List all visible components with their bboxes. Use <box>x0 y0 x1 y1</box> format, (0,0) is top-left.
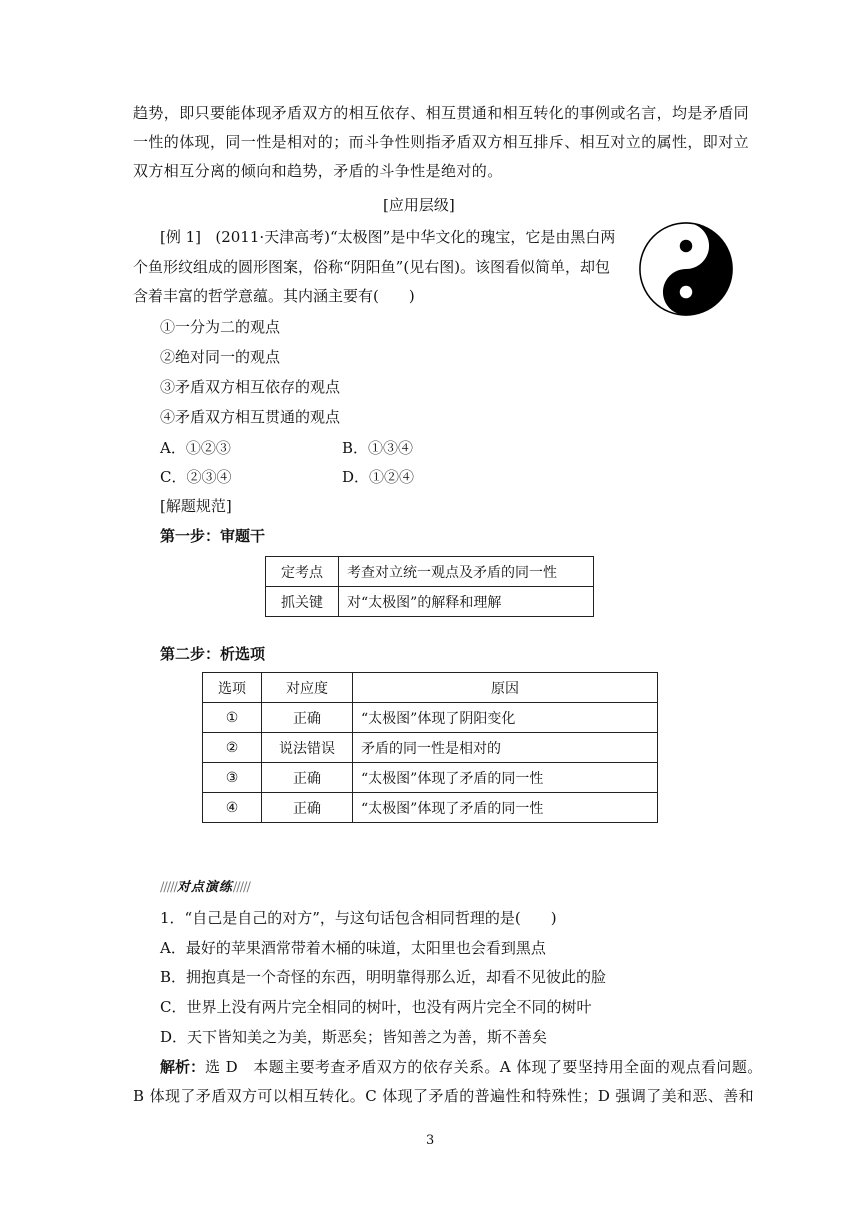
example-first-line <box>160 226 615 248</box>
banner-hatch-right: ///// <box>232 880 250 895</box>
analysis-label: 解析： <box>160 1058 206 1076</box>
cell-judgement: 正确 <box>262 703 353 733</box>
option-c: C．②③④ <box>160 468 232 486</box>
example-tag: [例 1] <box>160 228 202 246</box>
banner-text: 对点演练 <box>176 880 233 895</box>
cell-option: ④ <box>203 793 262 823</box>
statement-2: ②绝对同一的观点 <box>160 348 281 366</box>
step1-label-cell: 抓关键 <box>266 587 339 617</box>
cell-reason: 矛盾的同一性是相对的 <box>353 733 658 763</box>
practice-option-a: A．最好的苹果酒常带着木桶的味道，太阳里也会看到黑点 <box>160 939 546 957</box>
step1-table <box>265 556 594 617</box>
step2-title: 第二步：析选项 <box>160 645 266 663</box>
cell-judgement: 正确 <box>262 793 353 823</box>
example-source: (2011·天津高考) <box>215 228 330 246</box>
statement-4: ④矛盾双方相互贯通的观点 <box>160 408 341 426</box>
step2-table <box>202 672 658 823</box>
option-b: B．①③④ <box>342 439 414 457</box>
option-d: D．①②④ <box>342 468 415 486</box>
level-heading: [应用层级] <box>383 196 455 214</box>
table-row <box>203 763 658 793</box>
step1-content-cell: 对“太极图”的解释和理解 <box>339 587 594 617</box>
cell-reason: “太极图”体现了矛盾的同一性 <box>353 763 658 793</box>
header-reason: 原因 <box>353 673 658 703</box>
cell-reason: “太极图”体现了矛盾的同一性 <box>353 793 658 823</box>
cell-judgement: 正确 <box>262 763 353 793</box>
example-stem-2: 个鱼形纹组成的圆形图案，俗称“阴阳鱼”(见右图)。该图看似简单，却包 <box>133 258 611 276</box>
example-stem-1: “太极图”是中华文化的瑰宝，它是由黑白两 <box>330 228 616 246</box>
practice-question: 1．“自己是自己的对方”，与这句话包含相同哲理的是( ) <box>160 909 557 927</box>
cell-option: ② <box>203 733 262 763</box>
table-row <box>266 587 594 617</box>
cell-judgement: 说法错误 <box>262 733 353 763</box>
page-number: 3 <box>426 1133 435 1148</box>
analysis-text-1: 选 D 本题主要考查矛盾双方的依存关系。A 体现了要坚持用全面的观点看问题。 <box>205 1058 763 1076</box>
intro-line-3: 双方相互分离的倾向和趋势，矛盾的斗争性是绝对的。 <box>133 162 503 180</box>
statement-3: ③矛盾双方相互依存的观点 <box>160 378 341 396</box>
header-option: 选项 <box>203 673 262 703</box>
solution-label: [解题规范] <box>160 497 232 515</box>
practice-option-c: C．世界上没有两片完全相同的树叶，也没有两片完全不同的树叶 <box>160 998 592 1016</box>
table-row <box>203 793 658 823</box>
table-row <box>266 557 594 587</box>
table-header-row <box>203 673 658 703</box>
taiji-diagram <box>638 221 734 317</box>
cell-reason: “太极图”体现了阴阳变化 <box>353 703 658 733</box>
practice-banner <box>160 876 250 895</box>
step1-title: 第一步：审题干 <box>160 527 266 545</box>
analysis-line-1 <box>160 1056 763 1078</box>
statement-1: ①一分为二的观点 <box>160 318 281 336</box>
banner-hatch-left: ///// <box>160 880 177 895</box>
step1-content-cell: 考查对立统一观点及矛盾的同一性 <box>339 557 594 587</box>
header-judgement: 对应度 <box>262 673 353 703</box>
step1-label-cell: 定考点 <box>266 557 339 587</box>
option-a: A．①②③ <box>160 439 231 457</box>
intro-line-1: 趋势，即只要能体现矛盾双方的相互依存、相互贯通和相互转化的事例或名言，均是矛盾同 <box>133 104 750 122</box>
cell-option: ① <box>203 703 262 733</box>
table-row <box>203 703 658 733</box>
analysis-line-2: B 体现了矛盾双方可以相互转化。C 体现了矛盾的普遍性和特殊性；D 强调了美和恶、善和 <box>133 1087 755 1105</box>
practice-option-d: D．天下皆知美之为美，斯恶矣；皆知善之为善，斯不善矣 <box>160 1028 548 1046</box>
intro-line-2: 一性的体现，同一性是相对的；而斗争性则指矛盾双方相互排斥、相互对立的属性，即对立 <box>133 133 750 151</box>
practice-option-b: B．拥抱真是一个奇怪的东西，明明靠得那么近，却看不见彼此的脸 <box>160 968 607 986</box>
cell-option: ③ <box>203 763 262 793</box>
table-row <box>203 733 658 763</box>
example-stem-3: 含着丰富的哲学意蕴。其内涵主要有( ) <box>133 287 415 305</box>
